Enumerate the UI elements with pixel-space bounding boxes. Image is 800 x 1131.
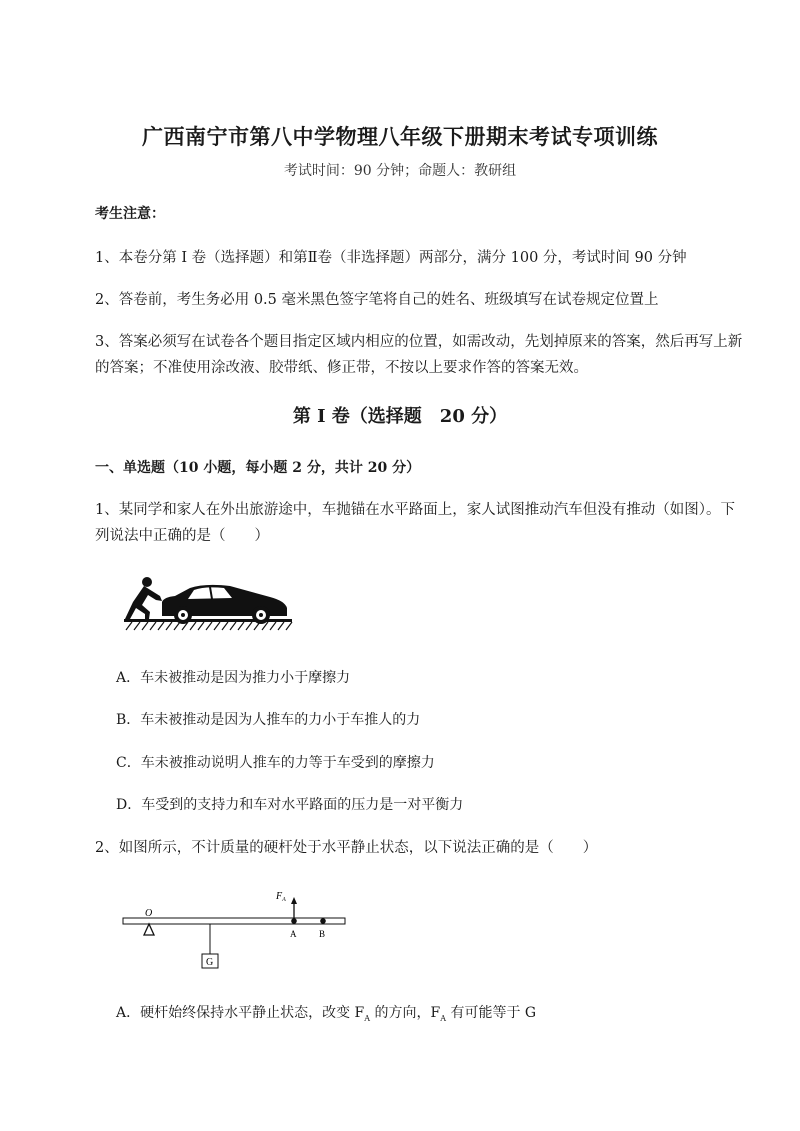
question-1-option-c: C．车未被推动说明人推车的力等于车受到的摩擦力 bbox=[116, 755, 435, 771]
ground-hatching bbox=[126, 622, 292, 630]
question-1-option-a: A．车未被推动是因为推力小于摩擦力 bbox=[116, 670, 351, 686]
car-silhouette bbox=[162, 585, 287, 624]
label-o: O bbox=[145, 908, 153, 919]
question-1-option-b: B．车未被推动是因为人推车的力小于车推人的力 bbox=[116, 712, 421, 728]
point-a bbox=[291, 918, 297, 924]
force-arrow-head bbox=[291, 897, 297, 904]
point-b bbox=[320, 918, 326, 924]
question-1-stem-cont: 列说法中正确的是（ ） bbox=[95, 528, 269, 544]
lever-bar bbox=[123, 918, 345, 924]
notice-item-3: 3、答案必须写在试卷各个题目指定区域内相应的位置，如需改动，先划掉原来的答案，然后再写上新 bbox=[95, 334, 743, 350]
question-1-stem: 1、某同学和家人在外出旅游途中，车抛锚在水平路面上，家人试图推动汽车但没有推动（如图）。下 bbox=[95, 502, 735, 518]
car-push-figure bbox=[120, 572, 295, 632]
label-a: A bbox=[290, 929, 297, 939]
exam-info: 考试时间：90 分钟；命题人：教研组 bbox=[283, 163, 517, 179]
label-fa: $F_A$ bbox=[276, 891, 286, 903]
question-2-stem: 2、如图所示，不计质量的硬杆处于水平静止状态，以下说法正确的是（ ） bbox=[95, 840, 598, 856]
label-g: G bbox=[206, 957, 214, 968]
label-b: B bbox=[319, 929, 326, 939]
notice-item-3-cont: 的答案；不准使用涂改液、胶带纸、修正带，不按以上要求作答的答案无效。 bbox=[95, 360, 588, 376]
fulcrum bbox=[144, 924, 154, 935]
notice-item-1: 1、本卷分第 I 卷（选择题）和第Ⅱ卷（非选择题）两部分，满分 100 分，考试时间 90 分钟 bbox=[95, 250, 687, 266]
notice-heading: 考生注意： bbox=[95, 206, 165, 222]
section-title: 第 I 卷（选择题 20 分） bbox=[292, 406, 508, 427]
lever-figure bbox=[118, 882, 350, 974]
notice-item-2: 2、答卷前，考生务必用 0.5 毫米黑色签字笔将自己的姓名、班级填写在试卷规定位置上 bbox=[95, 292, 659, 308]
part-heading: 一、单选题（10 小题，每小题 2 分，共计 20 分） bbox=[95, 460, 421, 476]
question-2-option-a: A．硬杆始终保持水平静止状态，改变 $F_A$ 的方向，$F_A$ 有可能等于 G bbox=[116, 1005, 537, 1023]
question-1-option-d: D．车受到的支持力和车对水平路面的压力是一对平衡力 bbox=[116, 797, 464, 813]
page-title: 广西南宁市第八中学物理八年级下册期末考试专项训练 bbox=[142, 124, 658, 149]
person-silhouette bbox=[125, 577, 162, 619]
